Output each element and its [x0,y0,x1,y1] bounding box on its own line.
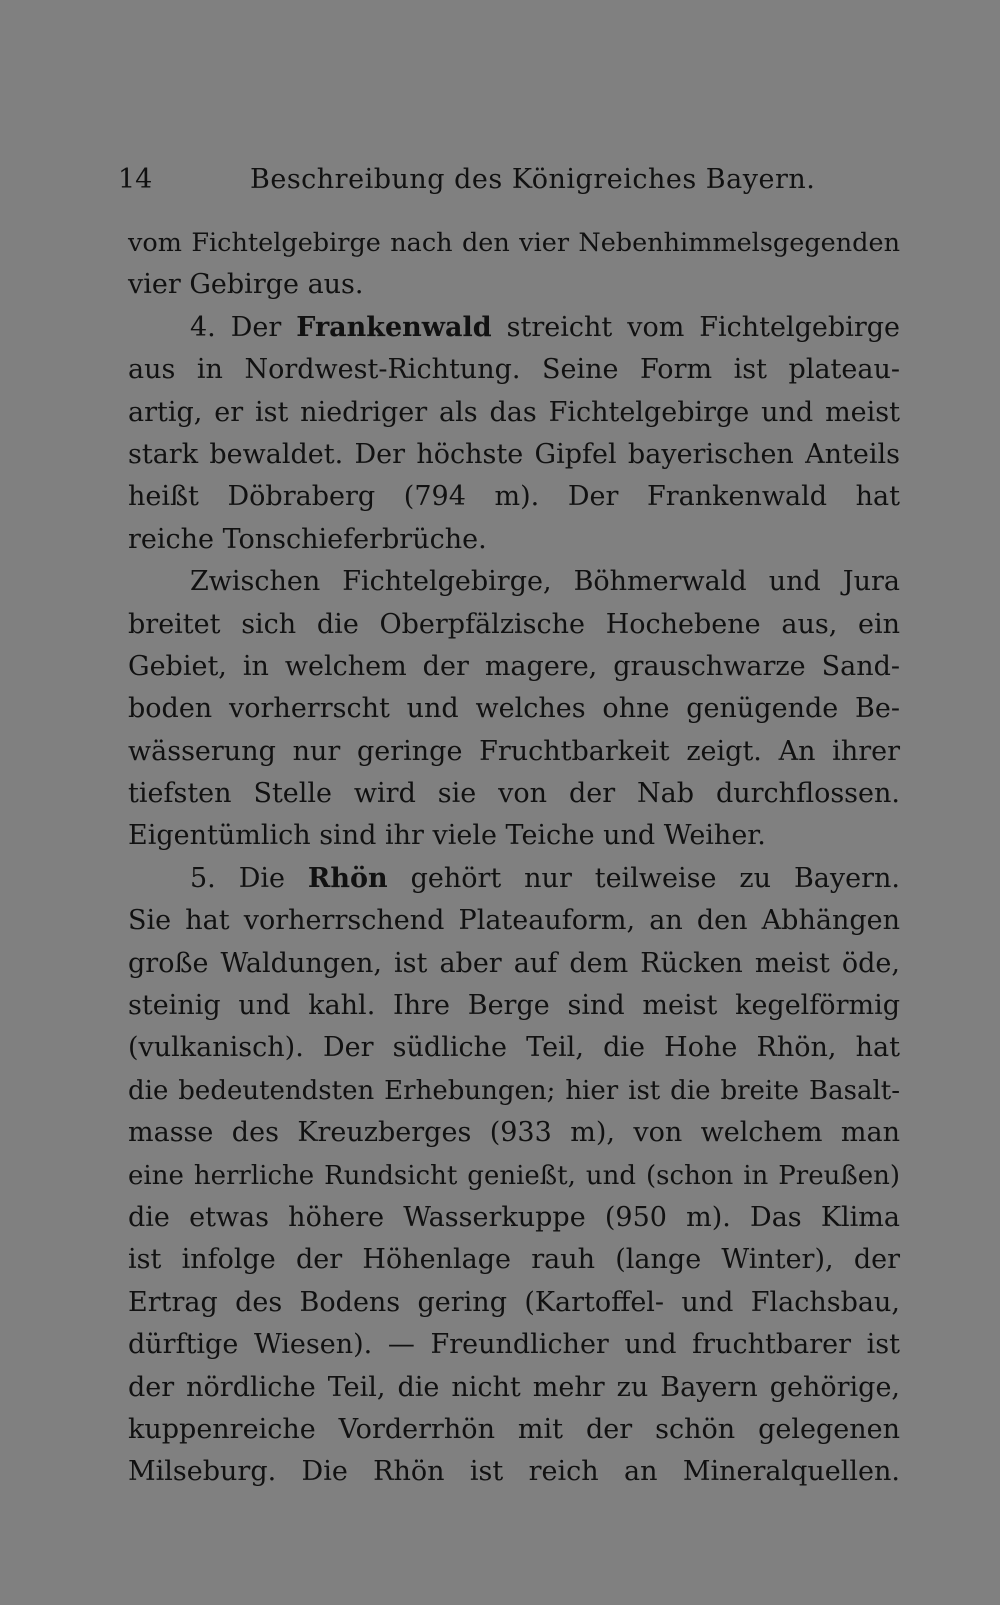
text-line: vier Gebirge aus. [128,269,364,301]
text-line: aus in Nordwest-Richtung. Seine Form ist plateau- [128,354,900,386]
text-line: die bedeutendsten Erhebungen; hier ist die breite Basalt- [128,1075,900,1106]
text-line: Ertrag des Bodens gering (Kartoffel- und Flachsbau, [128,1286,900,1318]
text-segment: gehört nur teilweise zu Bayern. [387,862,900,894]
text-line: eine herrliche Rundsicht genießt, und (schon in Preußen) [128,1160,900,1191]
text-line: stark bewaldet. Der höchste Gipfel bayerischen Anteils [128,438,900,470]
text-line [128,307,900,349]
text-line: Eigentümlich sind ihr viele Teiche und Weiher. [128,820,766,852]
text-line: steinig und kahl. Ihre Berge sind meist kegelförmig [128,990,900,1022]
text-line: breitet sich die Oberpfälzische Hochebene aus, ein [128,608,900,640]
text-line: masse des Kreuzberges (933 m), von welchem man [128,1117,900,1149]
text-line: Milseburg. Die Rhön ist reich an Mineralquellen. [128,1456,900,1488]
running-title: Beschreibung des Königreiches Bayern. [250,164,816,195]
text-line: artig, er ist niedriger als das Fichtelgebirge und meist [128,396,900,428]
emphasized-term: Rhön [307,862,388,894]
text-line [128,858,900,900]
text-line: (vulkanisch). Der südliche Teil, die Hohe Rhön, hat [128,1032,900,1064]
text-line: Gebiet, in welchem der magere, grauschwarze Sand- [128,650,900,682]
text-line: vom Fichtelgebirge nach den vier Nebenhimmelsgegenden [128,228,900,258]
text-line: ist infolge der Höhenlage rauh (lange Winter), der [128,1244,900,1276]
text-line: boden vorherrscht und welches ohne genügende Be- [128,693,900,725]
text-line: der nördliche Teil, die nicht mehr zu Bayern gehörige, [128,1371,900,1403]
text-line: heißt Döbraberg (794 m). Der Frankenwald hat [128,481,900,513]
text-line: tiefsten Stelle wird sie von der Nab durchflossen. [128,778,900,810]
emphasized-term: Frankenwald [296,311,492,343]
text-segment: streicht vom Fichtelgebirge [491,311,900,343]
text-line: dürftige Wiesen). — Freundlicher und fruchtbarer ist [128,1329,900,1361]
text-segment: 5. Die [190,862,308,894]
text-line: die etwas höhere Wasserkuppe (950 m). Das Klima [128,1201,900,1233]
text-segment: 4. Der [190,311,297,343]
text-line: Zwischen Fichtelgebirge, Böhmerwald und Jura [190,566,900,598]
text-line: Sie hat vorherrschend Plateauform, an den Abhängen [128,905,900,937]
page-number: 14 [118,164,153,195]
text-line: wässerung nur geringe Fruchtbarkeit zeigt. An ihrer [128,735,900,767]
text-line: kuppenreiche Vorderrhön mit der schön gelegenen [128,1413,900,1445]
text-line: große Waldungen, ist aber auf dem Rücken meist öde, [128,947,900,979]
text-line: reiche Tonschieferbrüche. [128,523,487,555]
page-header [118,160,898,200]
body-text [128,222,900,1494]
